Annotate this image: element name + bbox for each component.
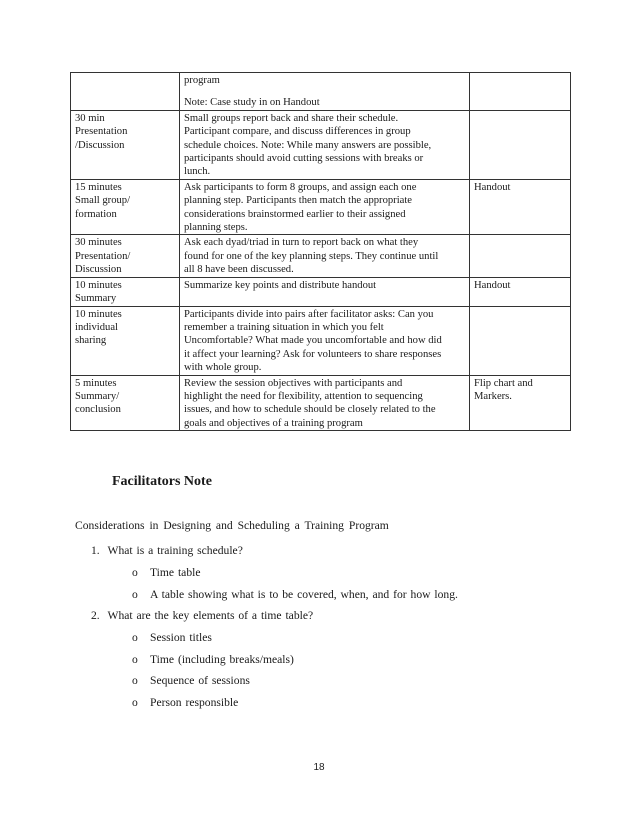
cell-text-line: Small groups report back and share their schedule.	[184, 112, 399, 124]
cell-text-line: lunch.	[184, 166, 211, 178]
question-1-number: 1.	[91, 544, 100, 557]
schedule-table	[70, 72, 571, 431]
cell-text-line: conclusion	[75, 404, 121, 416]
cell-text-line: planning steps.	[184, 222, 248, 234]
cell-text-line: considerations brainstormed earlier to their assigned	[184, 208, 406, 220]
cell-text-line: 15 minutes	[75, 181, 122, 193]
cell-text-line: issues, and how to schedule should be closely related to the	[184, 404, 436, 416]
q1-bullet-2-text: A table showing what is to be covered, when, and for how long.	[150, 588, 458, 601]
table-cell-materials	[470, 277, 571, 306]
facilitators-note-heading: Facilitators Note	[112, 474, 212, 489]
table-cell-time	[71, 73, 180, 111]
table-cell-activity	[180, 375, 470, 431]
cell-text-line: Presentation/	[75, 250, 131, 262]
cell-text-line: found for one of the key planning steps. They continue until	[184, 250, 439, 262]
bullet-mark: o	[132, 653, 138, 666]
cell-text-line: it affect your learning? Ask for volunteers to share responses	[184, 348, 442, 360]
table-row	[71, 235, 571, 277]
page-number: 18	[313, 762, 325, 773]
q2-bullet-3-text: Sequence of sessions	[150, 674, 250, 687]
cell-text-line: 10 minutes	[75, 279, 122, 291]
cell-text-line: participants should avoid cutting sessions with breaks or	[184, 153, 424, 165]
q1-bullet-2	[132, 588, 458, 601]
table-row	[71, 277, 571, 306]
cell-text-line: Presentation	[75, 126, 128, 138]
cell-text-line: 5 minutes	[75, 377, 117, 389]
cell-text-line: all 8 have been discussed.	[184, 264, 294, 276]
cell-text-line: formation	[75, 208, 117, 220]
cell-text-line: Participants divide into pairs after facilitator asks: Can you	[184, 308, 434, 320]
q2-bullet-2-text: Time (including breaks/meals)	[150, 653, 294, 666]
cell-text-line: Flip chart and	[474, 377, 533, 389]
question-2-text: What are the key elements of a time table?	[107, 609, 314, 622]
q2-bullet-1	[132, 631, 212, 644]
q2-bullet-4-text: Person responsible	[150, 696, 239, 709]
cell-text-line: schedule choices. Note: While many answers are possible,	[184, 139, 432, 151]
considerations-intro: Considerations in Designing and Scheduling a Training Program	[75, 519, 389, 532]
cell-text-line: sharing	[75, 335, 107, 347]
cell-text-line: 10 minutes	[75, 308, 122, 320]
table-row	[71, 375, 571, 431]
table-row	[71, 110, 571, 179]
cell-text-line: with whole group.	[184, 362, 262, 374]
cell-text-line: Review the session objectives with participants and	[184, 377, 403, 389]
table-cell-activity	[180, 277, 470, 306]
table-cell-materials	[470, 235, 571, 277]
cell-text-line: remember a training situation in which you felt	[184, 321, 384, 333]
bullet-mark: o	[132, 566, 138, 579]
cell-text-line: Summarize key points and distribute handout	[184, 279, 377, 291]
cell-text-line: Participant compare, and discuss differences in group	[184, 126, 411, 138]
table-cell-time	[71, 179, 180, 235]
q2-bullet-3	[132, 674, 250, 687]
table-row	[71, 306, 571, 375]
q2-bullet-4	[132, 696, 238, 709]
question-2	[91, 609, 313, 622]
question-2-number: 2.	[91, 609, 100, 622]
q1-bullet-1-text: Time table	[150, 566, 201, 579]
table-cell-activity	[180, 306, 470, 375]
table-row	[71, 179, 571, 235]
bullet-mark: o	[132, 631, 138, 644]
cell-text-line: Markers.	[474, 390, 512, 402]
table-cell-materials	[470, 110, 571, 179]
cell-text-line: planning step. Participants then match the appropriate	[184, 195, 412, 207]
table-cell-activity	[180, 73, 470, 111]
cell-text-line: goals and objectives of a training program	[184, 417, 363, 429]
bullet-mark: o	[132, 674, 138, 687]
table-cell-materials	[470, 375, 571, 431]
table-cell-activity	[180, 110, 470, 179]
question-1	[91, 544, 243, 557]
bullet-mark: o	[132, 696, 138, 709]
table-cell-time	[71, 375, 180, 431]
cell-text-line: program	[184, 75, 220, 86]
bullet-mark: o	[132, 588, 138, 601]
cell-text-line: 30 minutes	[75, 237, 122, 249]
cell-text-line	[184, 87, 465, 96]
cell-text-line: Discussion	[75, 264, 122, 276]
table-cell-materials	[470, 179, 571, 235]
cell-text-line: Small group/	[75, 195, 131, 207]
cell-text-line: Summary	[75, 293, 117, 305]
table-cell-activity	[180, 179, 470, 235]
table-cell-time	[71, 235, 180, 277]
table-row	[71, 73, 571, 111]
question-1-text: What is a training schedule?	[107, 544, 243, 557]
cell-text-line: Handout	[474, 181, 511, 193]
table-cell-materials	[470, 73, 571, 111]
cell-text-line: 30 min	[75, 112, 105, 124]
q2-bullet-2	[132, 653, 294, 666]
cell-text-line: individual	[75, 321, 118, 333]
table-cell-time	[71, 306, 180, 375]
cell-text-line: /Discussion	[75, 139, 125, 151]
table-cell-activity	[180, 235, 470, 277]
cell-text-line: highlight the need for flexibility, attention to sequencing	[184, 390, 423, 402]
table-cell-time	[71, 110, 180, 179]
q1-bullet-1	[132, 566, 201, 579]
cell-text-line: Ask each dyad/triad in turn to report back on what they	[184, 237, 419, 249]
cell-text-line: Uncomfortable? What made you uncomfortable and how did	[184, 335, 442, 347]
cell-text-line: Handout	[474, 279, 511, 291]
cell-text-line: Note: Case study in on Handout	[184, 97, 320, 109]
cell-text-line: Summary/	[75, 390, 120, 402]
cell-text-line: Ask participants to form 8 groups, and assign each one	[184, 181, 417, 193]
q2-bullet-1-text: Session titles	[150, 631, 212, 644]
table-cell-materials	[470, 306, 571, 375]
table-cell-time	[71, 277, 180, 306]
